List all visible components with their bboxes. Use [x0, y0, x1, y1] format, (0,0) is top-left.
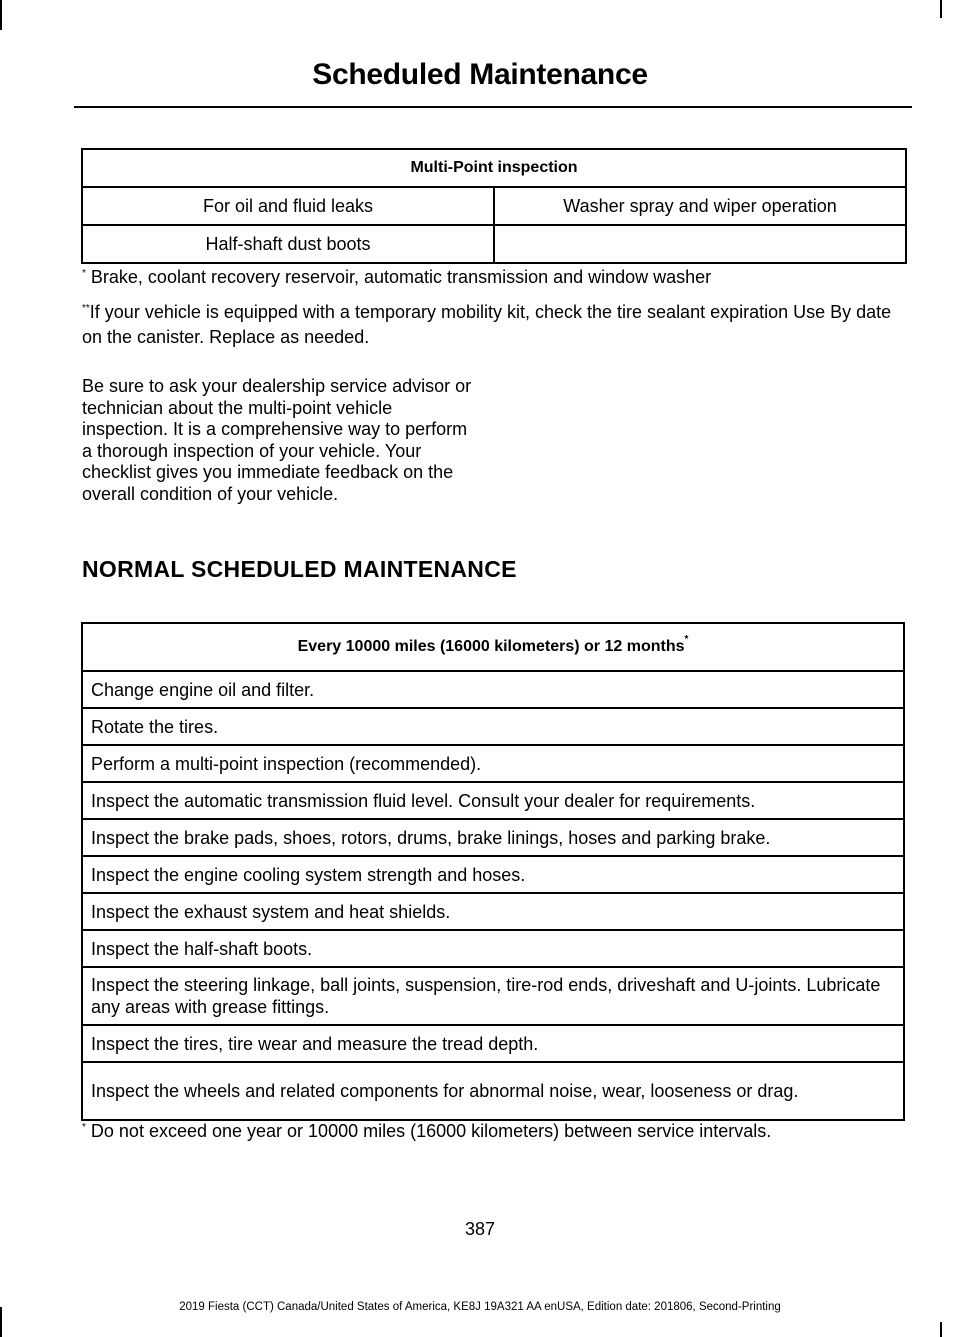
- multi-point-inspection-table: [81, 148, 907, 264]
- table-cell: Inspect the tires, tire wear and measure the tread depth.: [82, 1025, 904, 1062]
- table-row: [82, 967, 904, 1025]
- table-cell: Rotate the tires.: [82, 708, 904, 745]
- footnote-service-interval: [82, 1119, 912, 1144]
- table-cell: Inspect the brake pads, shoes, rotors, drums, brake linings, hoses and parking brake.: [82, 819, 904, 856]
- table-cell: [494, 225, 906, 263]
- footnote-text: If your vehicle is equipped with a temporary mobility kit, check the tire sealant expiration Use By date on the canister. Replace as needed.: [82, 302, 892, 347]
- crop-mark: [940, 1322, 942, 1337]
- section-heading: NORMAL SCHEDULED MAINTENANCE: [82, 556, 517, 582]
- table-row: [82, 782, 904, 819]
- footnote-text: Brake, coolant recovery reservoir, automatic transmission and window washer: [85, 267, 712, 287]
- table-row: [82, 671, 904, 708]
- table-row: [82, 1062, 904, 1120]
- footnote-marker: *: [684, 634, 689, 645]
- table-cell: For oil and fluid leaks: [82, 187, 494, 225]
- table-row: [82, 225, 906, 263]
- footer-edition-info: 2019 Fiesta (CCT) Canada/United States of America, KE8J 19A321 AA enUSA, Edition date: 201806, Second-Printing: [179, 1301, 781, 1313]
- table-cell: Inspect the exhaust system and heat shields.: [82, 893, 904, 930]
- table-header: Multi-Point inspection: [82, 149, 906, 187]
- footnote-mobility-kit: [82, 300, 912, 350]
- table-cell: Change engine oil and filter.: [82, 671, 904, 708]
- table-row: [82, 819, 904, 856]
- table-cell: Washer spray and wiper operation: [494, 187, 906, 225]
- table-row: [82, 708, 904, 745]
- table-header: [82, 623, 904, 671]
- title-divider: [74, 106, 912, 108]
- table-row: [82, 745, 904, 782]
- table-cell: Inspect the automatic transmission fluid level. Consult your dealer for requirements.: [82, 782, 904, 819]
- table-header-text: Every 10000 miles (16000 kilometers) or 12 months: [297, 638, 685, 655]
- table-cell: Inspect the wheels and related components for abnormal noise, wear, looseness or drag.: [82, 1062, 904, 1120]
- crop-mark: [0, 0, 2, 30]
- table-row: [82, 856, 904, 893]
- table-cell: Perform a multi-point inspection (recommended).: [82, 745, 904, 782]
- crop-mark: [940, 0, 942, 18]
- footnote-marker: *: [82, 1122, 86, 1133]
- table-cell: Inspect the half-shaft boots.: [82, 930, 904, 967]
- footnote-marker: *: [82, 268, 86, 279]
- table-row: [82, 930, 904, 967]
- table-row: [82, 1025, 904, 1062]
- table-row: [82, 893, 904, 930]
- footnote-marker: **: [82, 303, 90, 314]
- table-cell: Inspect the steering linkage, ball joints, suspension, tire-rod ends, driveshaft and U-joints. Lubricate any areas with grease fittings.: [82, 967, 904, 1025]
- body-paragraph: Be sure to ask your dealership service advisor or technician about the multi-point vehicle inspection. It is a comprehensive way to perform a thorough inspection of your vehicle. Your checklist gives you immediate feedback on the overall condition of your vehicle.: [82, 376, 472, 504]
- maintenance-schedule-table: [81, 622, 905, 1121]
- page-number: 387: [464, 1219, 496, 1239]
- table-row: [82, 187, 906, 225]
- footnote-reservoirs: [82, 265, 912, 290]
- table-cell: Half-shaft dust boots: [82, 225, 494, 263]
- table-cell: Inspect the engine cooling system strength and hoses.: [82, 856, 904, 893]
- footnote-text: Do not exceed one year or 10000 miles (16000 kilometers) between service intervals.: [85, 1121, 772, 1141]
- page-title: Scheduled Maintenance: [312, 58, 648, 91]
